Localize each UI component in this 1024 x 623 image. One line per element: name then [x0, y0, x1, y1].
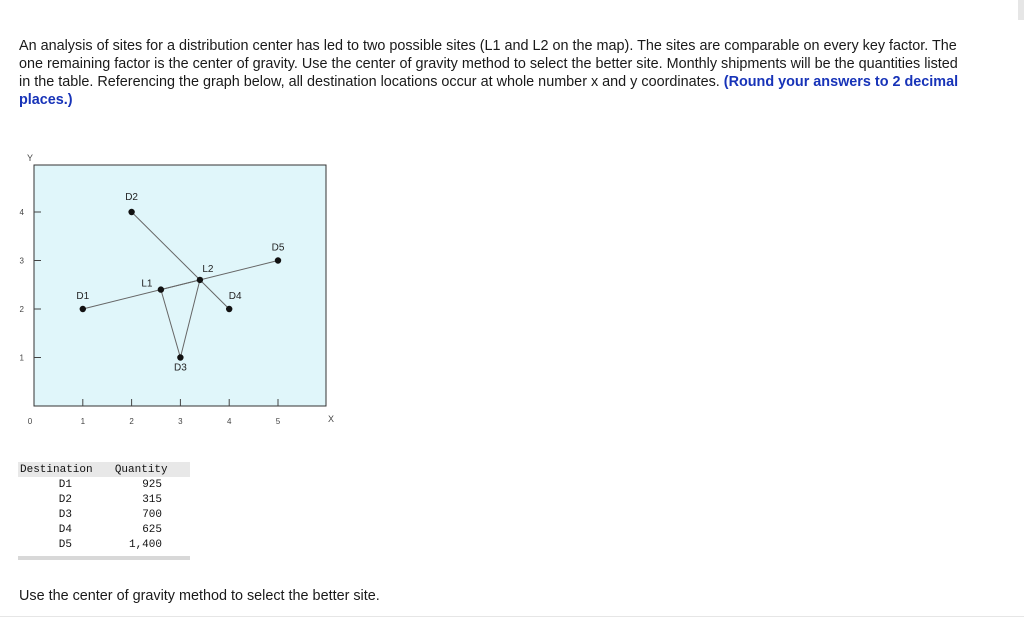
y-tick-label: 2 [19, 305, 24, 314]
point-label-d2: D2 [125, 192, 138, 203]
point-label-l2: L2 [202, 263, 214, 275]
x-tick-label: 4 [226, 417, 232, 426]
point-d5 [275, 257, 281, 263]
x-tick-label: 5 [275, 417, 281, 426]
point-label-d4: D4 [228, 291, 242, 302]
x-axis-label: X [327, 414, 335, 424]
table-row [18, 507, 190, 522]
x-tick-label: 2 [129, 417, 134, 426]
destination-cell: D1 [58, 478, 72, 491]
destination-cell: D3 [58, 508, 72, 521]
point-label-d5: D5 [271, 242, 285, 254]
table-row [18, 522, 190, 537]
point-d3 [177, 354, 183, 360]
y-tick-label: 4 [19, 208, 24, 217]
point-label-d3: D3 [174, 362, 187, 374]
destination-cell: D2 [58, 493, 72, 506]
scrollbar-thumb[interactable] [1018, 0, 1024, 20]
table-row [18, 537, 190, 552]
quantity-cell: 700 [142, 508, 162, 521]
table-bottom-border [18, 556, 190, 560]
y-tick-label: 3 [19, 256, 24, 266]
x-tick-label: 3 [178, 417, 183, 426]
question-prompt: Use the center of gravity method to select the better site. [19, 588, 380, 604]
shipment-table [18, 462, 190, 552]
table-header-row [18, 462, 190, 477]
rounding-instruction: (Round your answers to 2 decimal places.) [19, 74, 959, 108]
destination-cell: D4 [58, 523, 72, 536]
quantity-cell: 1,400 [128, 538, 162, 551]
point-d4 [226, 306, 232, 312]
divider [0, 616, 1024, 617]
point-l2 [197, 277, 203, 283]
quantity-cell: 625 [142, 523, 162, 536]
table-row [18, 477, 190, 492]
origin-label: 0 [27, 417, 33, 426]
destination-header: Destination [18, 462, 113, 477]
x-tick-label: 1 [80, 417, 86, 426]
quantity-cell: 315 [142, 493, 162, 506]
point-label-l1: L1 [141, 278, 153, 290]
destination-cell: D5 [58, 538, 72, 551]
problem-statement [19, 37, 969, 109]
point-d2 [128, 209, 134, 215]
table-row [18, 492, 190, 507]
shipment-table-container [18, 462, 190, 560]
y-tick-label: 1 [19, 353, 24, 363]
problem-text: An analysis of sites for a distribution center has led to two possible sites (L1 and L2 on the map). The sites are comparable on every key factor. The one remaining factor is the center of gravity. Use the center of gravity method to select the better site. Monthly shipments will be the quantities listed in the table. Referencing the graph below, all destination locations occur at whole number x and y coordinates. [19, 38, 958, 90]
point-l1 [158, 286, 164, 292]
y-axis-label: Y [26, 153, 34, 163]
point-d1 [80, 306, 86, 312]
point-label-d1: D1 [76, 291, 90, 302]
location-map-chart [0, 150, 360, 440]
quantity-header: Quantity [113, 462, 190, 477]
quantity-cell: 925 [142, 478, 162, 491]
